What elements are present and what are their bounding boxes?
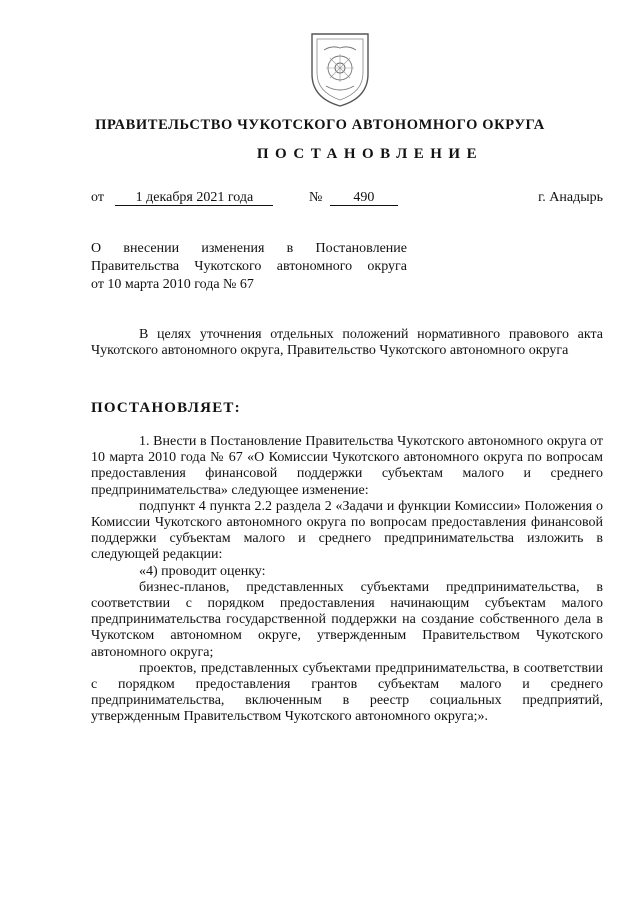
document-number: 490	[330, 191, 398, 206]
paragraph-1: 1. Внести в Постановление Правительства Чукотского автономного округа от 10 марта 2010 года № 67 «О Комиссии Чукотского автономного округа по вопросам предоставления финансовой поддержки субъектам малого и среднего предпринимательства» следующее изменение:	[91, 434, 603, 498]
paragraph-3: «4) проводит оценку:	[139, 563, 266, 579]
subject-block	[91, 240, 407, 294]
paragraph-2: подпункт 4 пункта 2.2 раздела 2 «Задачи и функции Комиссии» Положения о Комиссии Чукотского автономного округа по вопросам предоставления финансовой поддержки субъектам малого и среднего предпринимательства изложить в следующей редакции:	[91, 498, 603, 563]
subject-line: О внесении изменения в Постановление	[91, 241, 407, 256]
paragraph-5: проектов, представленных субъектами предпринимательства, в соответствии с порядком предоставления грантов субъектам малого и среднего предпринимательства, включенным в реестр социальных предприятий, утвержденным Правительством Чукотского автономного округа;».	[91, 660, 603, 725]
number-line	[309, 190, 398, 206]
date-line	[91, 190, 273, 206]
document-type-title: ПОСТАНОВЛЕНИЕ	[256, 146, 484, 162]
coat-of-arms-emblem	[304, 28, 376, 108]
body-text	[91, 434, 603, 726]
document-date: 1 декабря 2021 года	[115, 191, 273, 206]
government-title: ПРАВИТЕЛЬСТВО ЧУКОТСКОГО АВТОНОМНОГО ОКРУГА	[95, 117, 545, 133]
subject-line: Правительства Чукотского автономного округа	[91, 259, 407, 274]
preamble: В целях уточнения отдельных положений нормативного правового акта Чукотского автономного округа, Правительство Чукотского автономного округа	[91, 327, 603, 359]
city: г. Анадырь	[538, 190, 603, 205]
resolves-heading: ПОСТАНОВЛЯЕТ:	[91, 400, 241, 416]
from-label: от	[91, 190, 104, 205]
paragraph-4: бизнес-планов, представленных субъектами предпринимательства, в соответствии с порядком предоставления начинающим субъектам малого предпринимательства государственной поддержки на создание собственного дела в Чукотском автономном округе, утвержденным Правительством Чукотского автономного округа;	[91, 579, 603, 660]
subject-line: от 10 марта 2010 года № 67	[91, 277, 254, 292]
number-label: №	[309, 190, 323, 205]
